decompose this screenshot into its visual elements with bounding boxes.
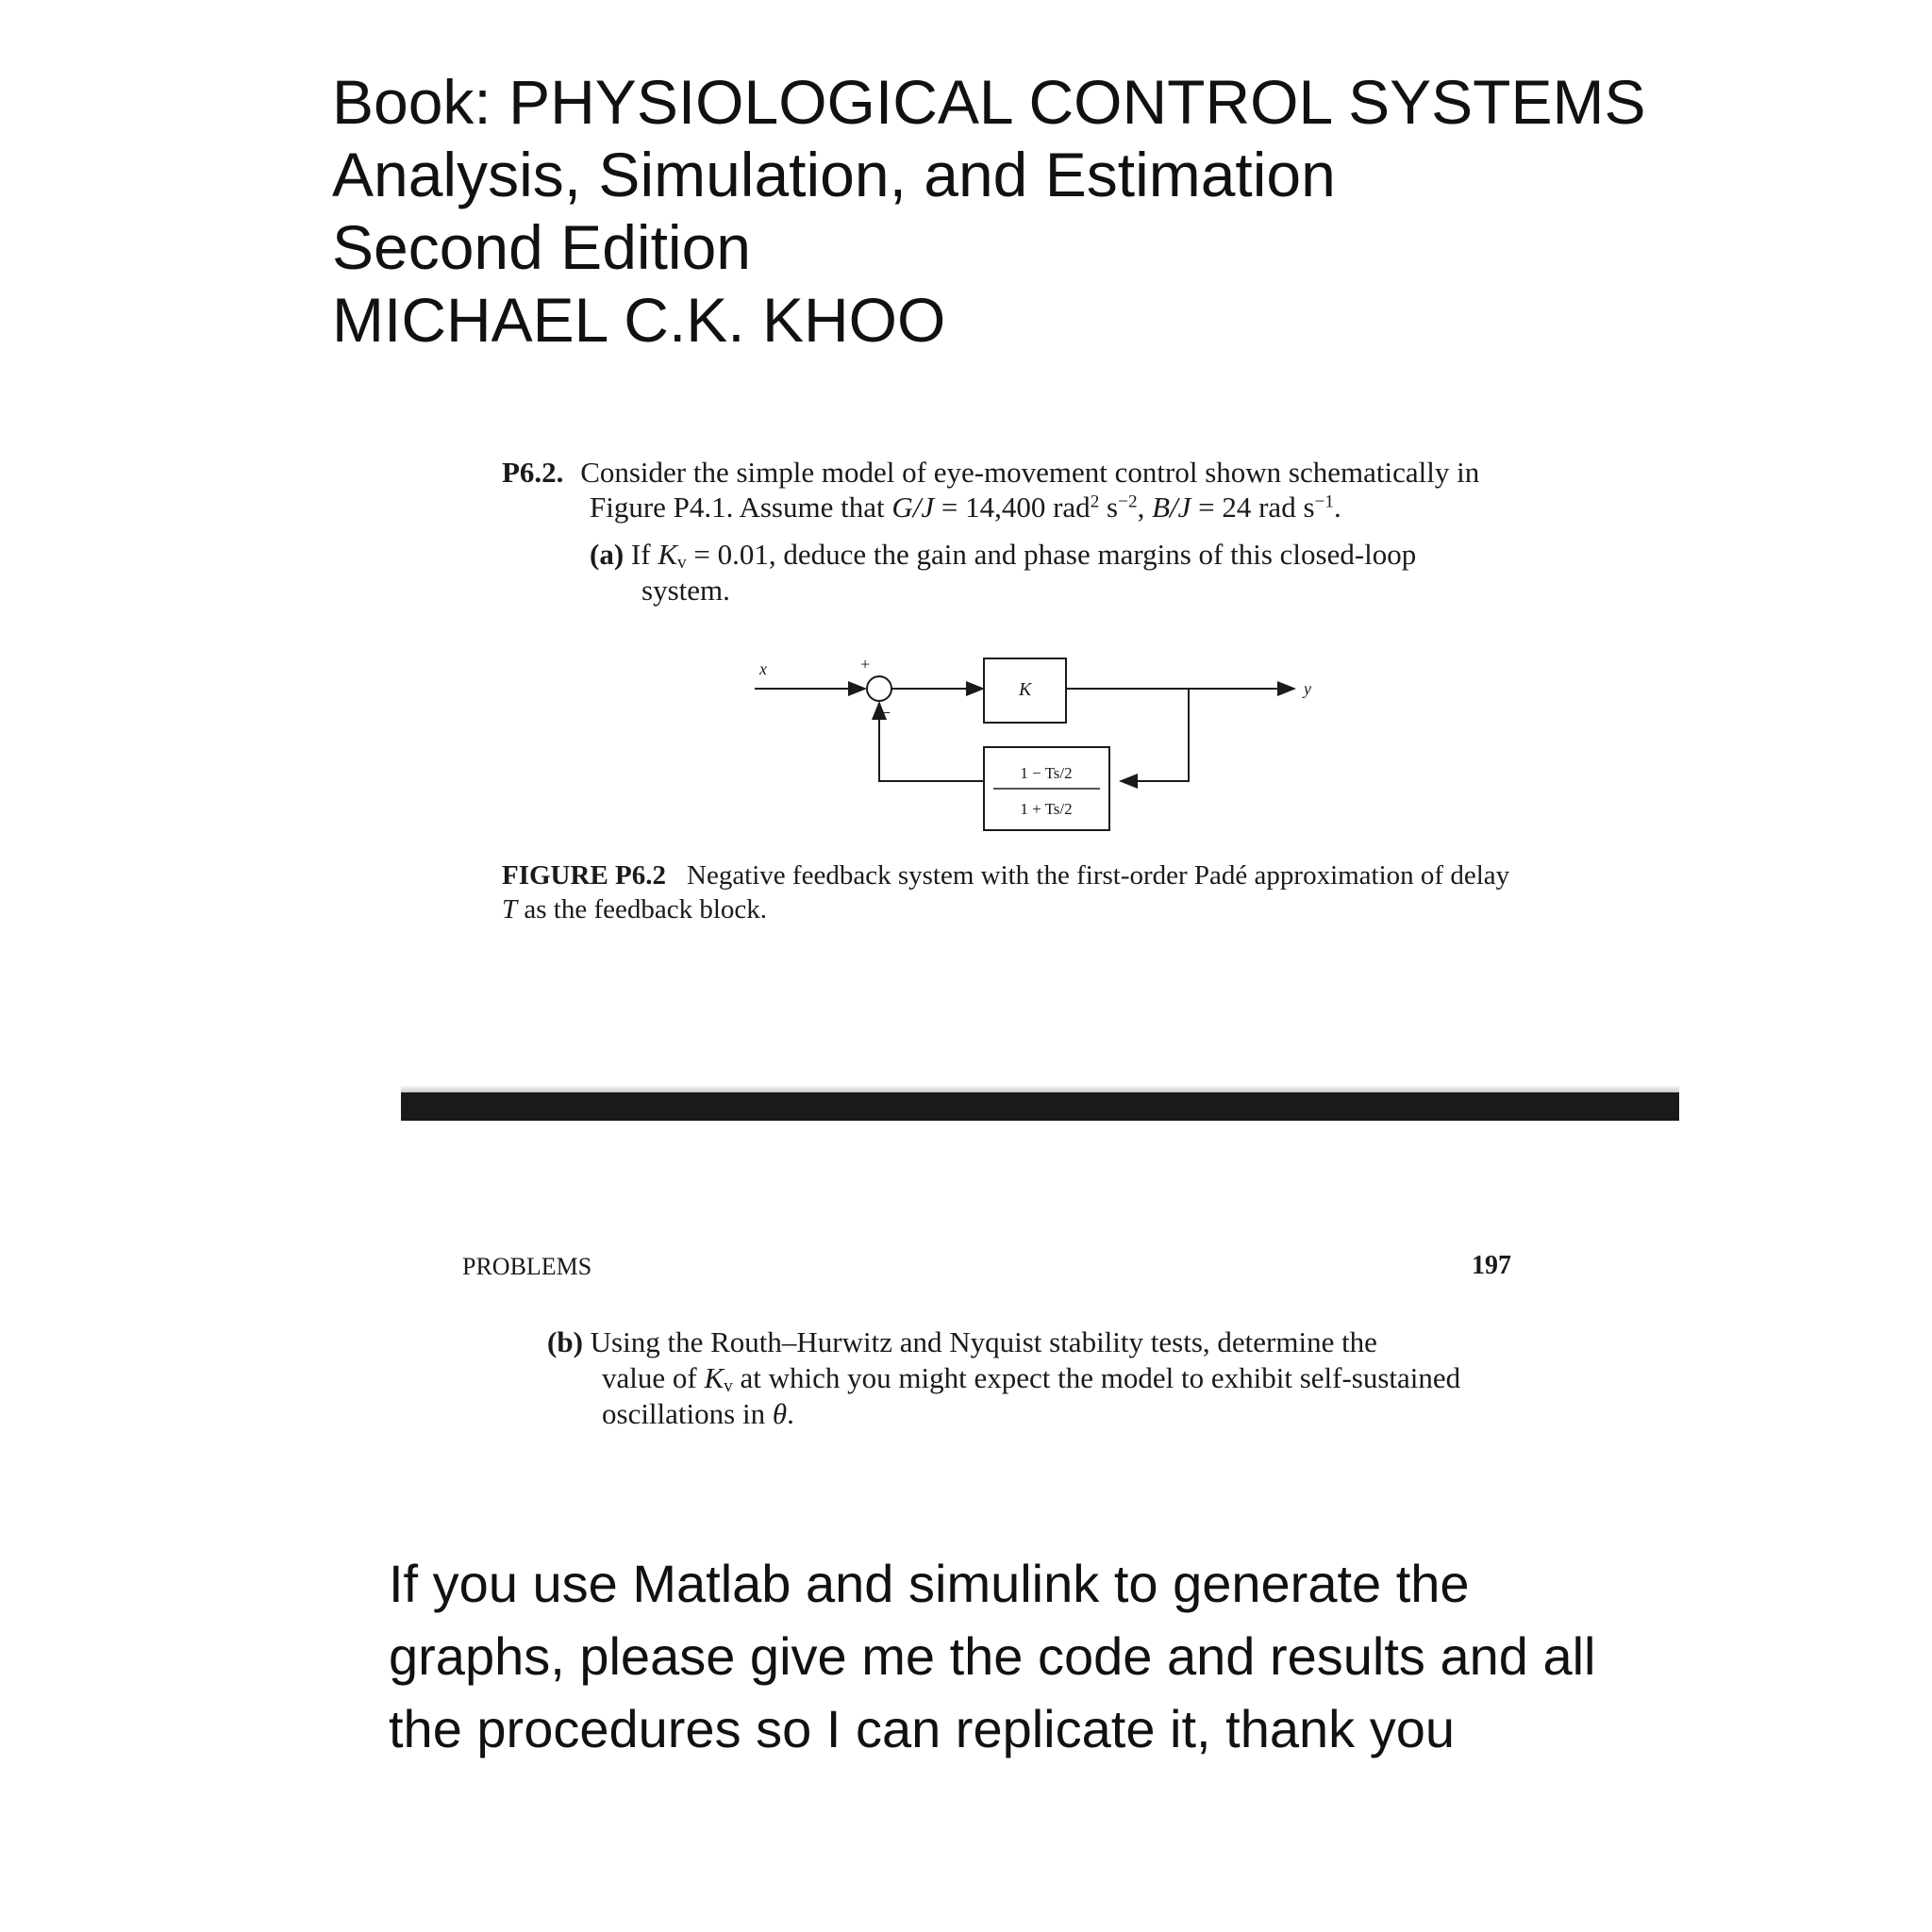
forward-block-label: K <box>1019 679 1032 700</box>
request-line-2: graphs, please give me the code and results and all <box>389 1626 1596 1686</box>
figure-caption-line-1 <box>502 860 1509 891</box>
problem-statement-line1: Consider the simple model of eye-movement control shown schematically in <box>580 456 1480 489</box>
problem-statement-line2: Figure P4.1. Assume that <box>590 491 892 524</box>
kv-symbol-b: K <box>704 1361 724 1394</box>
summing-junction <box>867 676 891 701</box>
part-b-text-line2-post: at which you might expect the model to exhibit self-sustained <box>732 1361 1461 1394</box>
figure-caption-line-2 <box>502 894 767 925</box>
gj-value: = 14,400 rad <box>934 491 1091 524</box>
part-a-text-line2: system. <box>641 574 730 607</box>
page-break-bar <box>401 1092 1679 1121</box>
plus-sign: + <box>860 655 871 674</box>
part-a-line-1 <box>590 538 1416 572</box>
gj-unit: s <box>1099 491 1119 524</box>
problem-number: P6.2. <box>502 456 564 489</box>
part-b-text-line1: Using the Routh–Hurwitz and Nyquist stability tests, determine the <box>582 1325 1377 1358</box>
bj-exponent: −1 <box>1314 491 1334 512</box>
caption-line2-text: as the feedback block. <box>517 894 768 924</box>
book-author: MICHAEL C.K. KHOO <box>332 285 946 355</box>
bj-symbol: B/J <box>1152 491 1191 524</box>
part-a-label: (a) <box>590 538 625 571</box>
part-b-text-line2-pre: value of <box>602 1361 705 1394</box>
gj-exponent-1: 2 <box>1090 491 1100 512</box>
user-request <box>389 1547 1595 1765</box>
book-title: Book: PHYSIOLOGICAL CONTROL SYSTEMS <box>332 67 1646 137</box>
book-subtitle: Analysis, Simulation, and Estimation <box>332 140 1336 209</box>
book-header <box>332 66 1645 357</box>
part-b-label: (b) <box>547 1325 583 1358</box>
problem-line-1 <box>502 456 1479 490</box>
period: . <box>1333 491 1341 524</box>
request-line-1: If you use Matlab and simulink to generate the <box>389 1554 1470 1613</box>
feedback-return-path <box>1121 689 1189 781</box>
problem-line-2 <box>590 491 1341 525</box>
separator: , <box>1137 491 1153 524</box>
output-label: y <box>1304 679 1311 698</box>
feedback-numerator: 1 − Ts/2 <box>1020 764 1073 782</box>
part-a-text: = 0.01, deduce the gain and phase margins of this closed-loop <box>686 538 1417 571</box>
part-b-line-3 <box>602 1397 794 1431</box>
feedback-denominator: 1 + Ts/2 <box>1020 800 1073 818</box>
theta-symbol: θ <box>772 1397 788 1430</box>
gj-symbol: G/J <box>891 491 935 524</box>
running-head: PROBLEMS <box>462 1253 592 1280</box>
input-label: x <box>759 659 767 678</box>
part-b-period: . <box>787 1397 794 1430</box>
minus-sign: − <box>880 703 891 724</box>
kv-symbol: K <box>658 538 677 571</box>
bj-value: = 24 rad s <box>1191 491 1315 524</box>
kv-subscript-b: v <box>724 1375 733 1396</box>
request-line-3: the procedures so I can replicate it, thank you <box>389 1699 1455 1758</box>
caption-t-symbol: T <box>502 894 518 924</box>
part-b-text-line3-pre: oscillations in <box>602 1397 773 1430</box>
part-a-if: If <box>624 538 658 571</box>
page-number: 197 <box>1472 1251 1511 1280</box>
figure-caption-text: Negative feedback system with the first-order Padé approximation of delay <box>687 860 1510 891</box>
part-b-line-2 <box>602 1361 1460 1395</box>
kv-subscript: v <box>677 552 687 573</box>
gj-exponent-2: −2 <box>1118 491 1138 512</box>
part-a-line-2 <box>641 574 730 608</box>
part-b-line-1 <box>547 1325 1377 1359</box>
block-diagram <box>745 651 1349 849</box>
book-edition: Second Edition <box>332 212 751 282</box>
feedback-to-junction <box>879 703 984 781</box>
figure-label: FIGURE P6.2 <box>502 860 666 891</box>
